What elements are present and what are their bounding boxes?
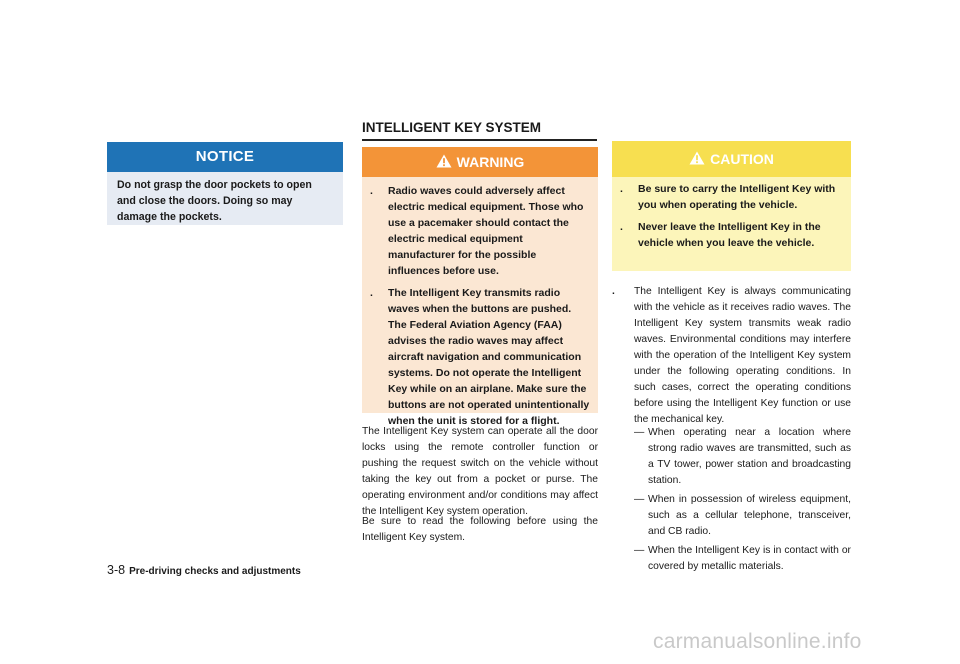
- caution-box: [612, 141, 851, 271]
- notice-title: NOTICE: [107, 142, 343, 172]
- page-number: 3-8: [107, 563, 126, 577]
- list-item: — When the Intelligent Key is in contact with or covered by metallic materials.: [634, 545, 851, 572]
- caution-title: CAUTION: [710, 151, 774, 167]
- warning-triangle-icon: [436, 154, 452, 168]
- page-footer: [107, 561, 301, 579]
- list-item: . The Intelligent Key is always communicating with the vehicle as it receives radio waves. The Intelligent Key system transmits weak radio waves. Environmental conditions may interfere with the operation of the Intelligent Key system under the following operating conditions. In such cases, correct the operating conditions before using the Intelligent Key function or use the mechanical key.: [612, 286, 851, 425]
- sub-item-list: [612, 422, 851, 575]
- list-item: — When in possession of wireless equipment, such as a cellular telephone, transceiver, and CB radio.: [634, 494, 851, 537]
- section-heading: INTELLIGENT KEY SYSTEM: [362, 120, 597, 141]
- footer-section-title: Pre-driving checks and adjustments: [129, 566, 301, 577]
- watermark: carmanualsonline.info: [653, 630, 862, 653]
- list-item: . The Intelligent Key transmits radio waves when the buttons are pushed. The Federal Aviation Agency (FAA) advises the radio waves may affect aircraft navigation and communication systems. Do not operate the Intelligent Key while on an airplane. Make sure the buttons are not operated unintentionally when the unit is stored for a flight.: [370, 287, 590, 427]
- caution-triangle-icon: [689, 151, 705, 165]
- caution-list: [612, 177, 851, 251]
- list-item: — When operating near a location where strong radio waves are transmitted, such as a TV tower, power station and broadcasting station.: [634, 427, 851, 486]
- body-bullet: [612, 284, 851, 428]
- notice-text: Do not grasp the door pockets to open and close the doors. Doing so may damage the pockets.: [117, 179, 312, 223]
- warning-header: [362, 147, 598, 177]
- body-paragraph-1: The Intelligent Key system can operate all the door locks using the remote controller function or pushing the request switch on the vehicle without taking the key out from a pocket or purse. The operating environment and/or conditions may affect the Intelligent Key system operation.: [362, 426, 598, 517]
- notice-box: [107, 142, 343, 225]
- list-item: . Radio waves could adversely affect electric medical equipment. Those who use a pacemaker should contact the electric medical equipment manufacturer for the possible influences before use.: [370, 185, 584, 277]
- warning-box: [362, 147, 598, 427]
- list-item: . Never leave the Intelligent Key in the vehicle when you leave the vehicle.: [620, 221, 821, 249]
- warning-list: [362, 177, 598, 429]
- body-paragraph-2: Be sure to read the following before using the Intelligent Key system.: [362, 516, 598, 543]
- caution-header: [612, 141, 851, 177]
- warning-title: WARNING: [456, 154, 525, 170]
- list-item: . Be sure to carry the Intelligent Key with you when operating the vehicle.: [620, 183, 836, 211]
